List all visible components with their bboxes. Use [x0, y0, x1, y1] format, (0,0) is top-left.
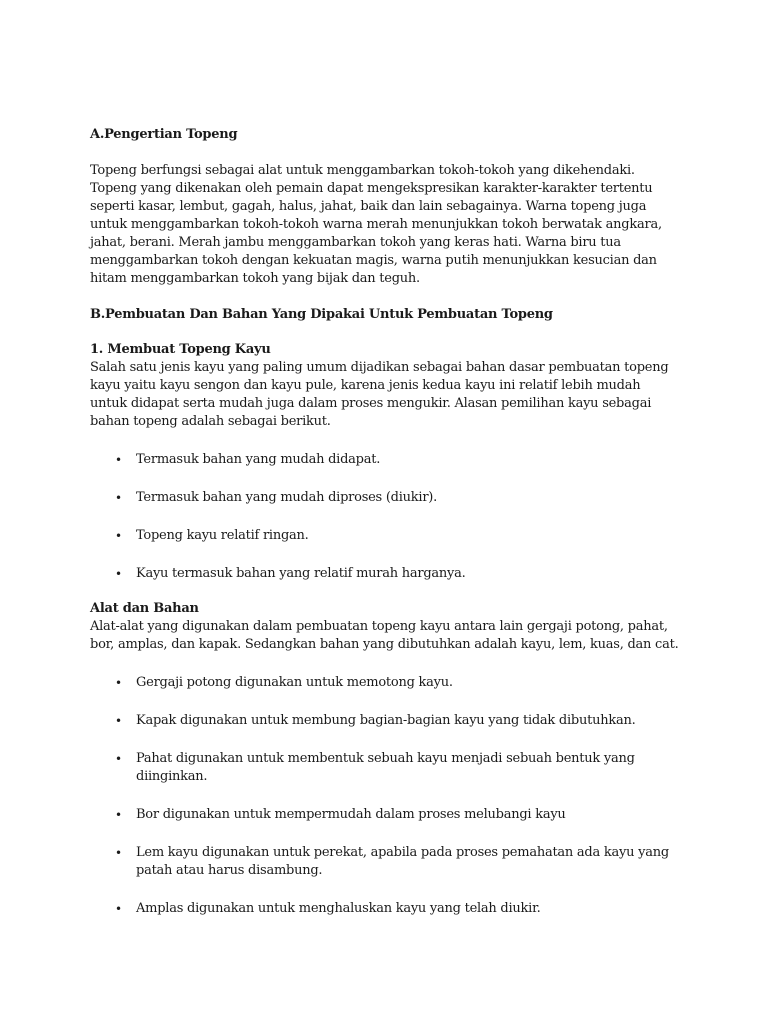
bullet-icon: •	[115, 714, 122, 728]
list-item	[90, 527, 680, 545]
bullet-icon: •	[115, 529, 122, 543]
subsection-1-paragraph: Salah satu jenis kayu yang paling umum dijadikan sebagai bahan dasar pembuatan topeng kayu yaitu kayu sengon dan kayu pule, karena jenis kedua kayu ini relatif lebih mudah untuk didapat serta mudah juga dalam proses mengukir. Alasan pemilihan kayu sebagai bahan topeng adalah sebagai berikut.	[90, 360, 669, 429]
bullet-icon: •	[115, 902, 122, 916]
section-a-heading: A.Pengertian Topeng	[90, 127, 238, 142]
list-item-text: Pahat digunakan untuk membentuk sebuah kayu menjadi sebuah bentuk yang diinginkan.	[136, 751, 635, 784]
list-item	[90, 565, 680, 583]
list-item-text: Amplas digunakan untuk menghaluskan kayu yang telah diukir.	[136, 901, 541, 916]
bullet-icon: •	[115, 491, 122, 505]
subsection-2-heading: Alat dan Bahan	[90, 601, 199, 616]
list-item	[90, 750, 680, 786]
list-item	[90, 712, 680, 730]
bullet-icon: •	[115, 453, 122, 467]
list-item-text: Termasuk bahan yang mudah didapat.	[136, 452, 381, 467]
bullet-icon: •	[115, 808, 122, 822]
list-item-text: Lem kayu digunakan untuk perekat, apabila pada proses pemahatan ada kayu yang patah atau harus disambung.	[136, 845, 669, 878]
bullet-icon: •	[115, 567, 122, 581]
list-item	[90, 844, 680, 880]
list-item-text: Kayu termasuk bahan yang relatif murah harganya.	[136, 566, 466, 581]
list-item	[90, 806, 680, 824]
list-item	[90, 489, 680, 507]
section-b-heading: B.Pembuatan Dan Bahan Yang Dipakai Untuk Pembuatan Topeng	[90, 307, 553, 322]
bullet-icon: •	[115, 676, 122, 690]
subsection-2-list	[90, 674, 680, 918]
list-item	[90, 451, 680, 469]
list-item	[90, 900, 680, 918]
list-item	[90, 674, 680, 692]
list-item-text: Topeng kayu relatif ringan.	[136, 528, 309, 543]
bullet-icon: •	[115, 846, 122, 860]
document-body	[90, 126, 680, 918]
list-item-text: Termasuk bahan yang mudah diproses (diukir).	[136, 490, 437, 505]
list-item-text: Gergaji potong digunakan untuk memotong kayu.	[136, 675, 453, 690]
subsection-1-list	[90, 451, 680, 583]
bullet-icon: •	[115, 752, 122, 766]
list-item-text: Bor digunakan untuk mempermudah dalam proses melubangi kayu	[136, 807, 566, 822]
section-a-paragraph: Topeng berfungsi sebagai alat untuk menggambarkan tokoh-tokoh yang dikehendaki. Topeng yang dikenakan oleh pemain dapat mengekspresikan karakter-karakter tertentu seperti kasar, lembut, gagah, halus, jahat, baik dan lain sebagainya. Warna topeng juga untuk menggambarkan tokoh-tokoh warna merah menunjukkan tokoh berwatak angkara, jahat, berani. Merah jambu menggambarkan tokoh yang keras hati. Warna biru tua menggambarkan tokoh dengan kekuatan magis, warna putih menunjukkan kesucian dan hitam menggambarkan tokoh yang bijak dan teguh.	[90, 163, 662, 286]
subsection-1-heading: 1. Membuat Topeng Kayu	[90, 342, 271, 357]
list-item-text: Kapak digunakan untuk membung bagian-bagian kayu yang tidak dibutuhkan.	[136, 713, 636, 728]
subsection-2-paragraph: Alat-alat yang digunakan dalam pembuatan topeng kayu antara lain gergaji potong, pahat, bor, amplas, dan kapak. Sedangkan bahan yang dibutuhkan adalah kayu, lem, kuas, dan cat.	[90, 619, 679, 652]
